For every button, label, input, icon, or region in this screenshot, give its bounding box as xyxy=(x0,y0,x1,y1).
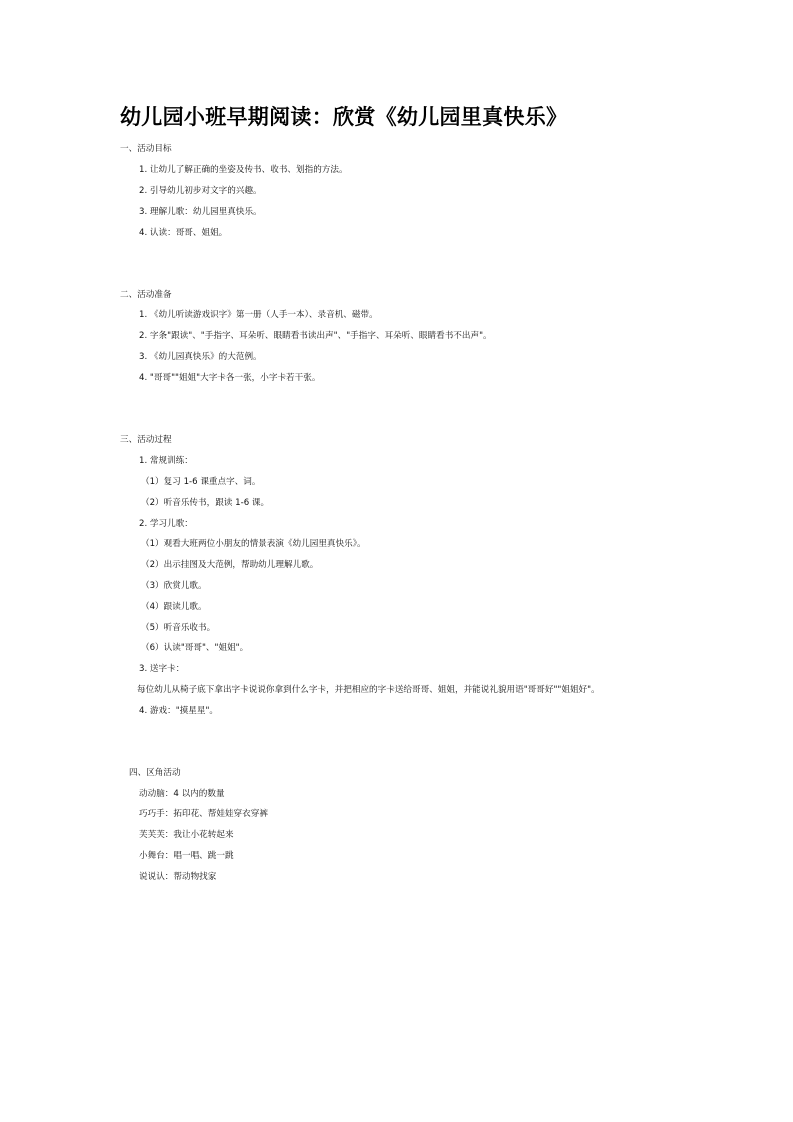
list-item: 4. "哥哥""姐姐"大字卡各一张，小字卡若干张。 xyxy=(139,373,321,383)
list-item: （3）欣赏儿歌。 xyxy=(141,581,207,591)
list-item: （1）观看大班两位小朋友的情景表演《幼儿园里真快乐》。 xyxy=(141,539,366,549)
list-item: 说说认：帮动物找家 xyxy=(139,872,217,882)
document-title: 幼儿园小班早期阅读：欣赏《幼儿园里真快乐》 xyxy=(120,104,568,129)
list-item: 2. 字条"跟读"、"手指字、耳朵听、眼睛看书读出声"、"手指字、耳朵听、眼睛看书不出声"。 xyxy=(139,331,492,341)
list-item: 小舞台：唱一唱、跳一跳 xyxy=(139,851,234,861)
section-heading-corner-activities: 四、区角活动 xyxy=(129,768,181,778)
step-heading: 4. 游戏："摸星星"。 xyxy=(139,706,218,716)
list-item: 4. 认读：哥哥、姐姐。 xyxy=(139,228,228,238)
paragraph: 每位幼儿从椅子底下拿出字卡说说你拿到什么字卡，并把相应的字卡送给哥哥、姐姐，并能说礼貌用语"哥哥好""姐姐好"。 xyxy=(137,685,600,695)
list-item: （6）认读"哥哥"、"姐姐"。 xyxy=(141,643,249,653)
list-item: 3. 理解儿歌：幼儿园里真快乐。 xyxy=(139,207,262,217)
step-heading: 1. 常规训练： xyxy=(139,456,193,466)
list-item: （5）听音乐收书。 xyxy=(141,623,216,633)
list-item: （1）复习 1-6 课重点字、词。 xyxy=(141,477,261,487)
list-item: 巧巧手：拓印花、帮娃娃穿衣穿裤 xyxy=(139,809,268,819)
list-item: 3. 《幼儿园真快乐》的大范例。 xyxy=(139,352,262,362)
section-heading-goals: 一、活动目标 xyxy=(120,144,172,154)
section-heading-preparation: 二、活动准备 xyxy=(120,290,172,300)
list-item: 芙芙芙：我让小花转起来 xyxy=(139,830,234,840)
list-item: 1. 《幼儿听读游戏识字》第一册（人手一本）、录音机、磁带。 xyxy=(139,310,378,320)
list-item: 动动脑：4 以内的数量 xyxy=(139,789,225,799)
list-item: （2）听音乐传书，跟读 1-6 课。 xyxy=(141,498,270,508)
list-item: 1. 让幼儿了解正确的坐姿及传书、收书、划指的方法。 xyxy=(139,165,348,175)
list-item: （2）出示挂图及大范例，帮助幼儿理解儿歌。 xyxy=(141,560,319,570)
section-heading-process: 三、活动过程 xyxy=(120,435,172,445)
step-heading: 3. 送字卡： xyxy=(139,664,185,674)
list-item: （4）跟读儿歌。 xyxy=(141,602,207,612)
list-item: 2. 引导幼儿初步对文字的兴趣。 xyxy=(139,186,262,196)
step-heading: 2. 学习儿歌： xyxy=(139,519,193,529)
